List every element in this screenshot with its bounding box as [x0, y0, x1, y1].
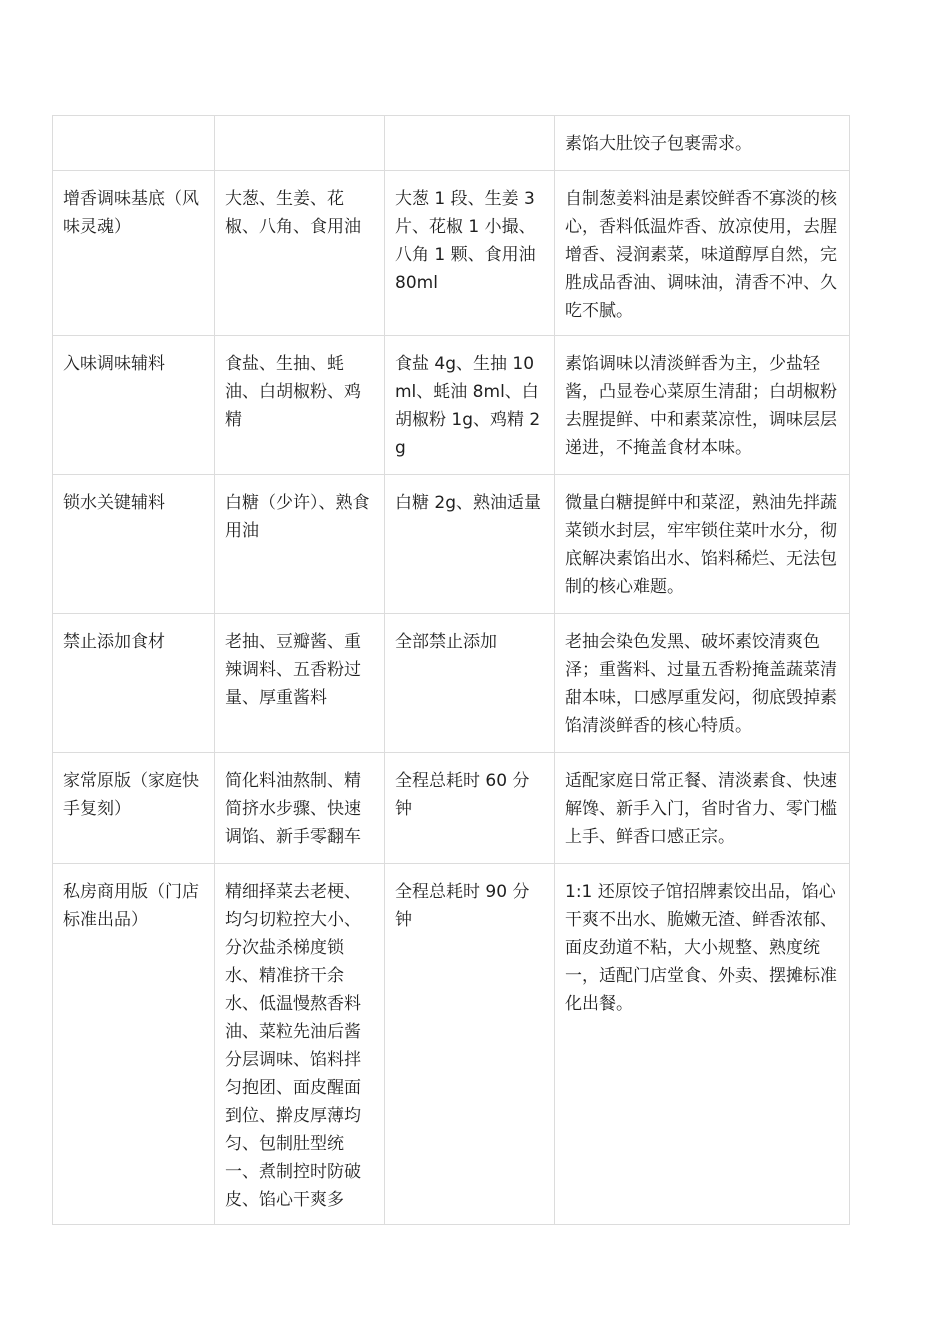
table-row [53, 614, 850, 753]
ingredients-cell: 大葱、生姜、花椒、八角、食用油 [215, 171, 385, 336]
ingredients-cell: 老抽、豆瓣酱、重辣调料、五香粉过量、厚重酱料 [215, 614, 385, 753]
amount-cell: 全部禁止添加 [385, 614, 555, 753]
ingredients-cell: 白糖（少许）、熟食用油 [215, 475, 385, 614]
category-cell: 入味调味辅料 [53, 336, 215, 475]
category-cell: 家常原版（家庭快手复刻） [53, 753, 215, 864]
document-page [52, 115, 849, 1225]
table-row [53, 753, 850, 864]
notes-cell: 素馅大肚饺子包裹需求。 [555, 116, 850, 171]
category-cell: 禁止添加食材 [53, 614, 215, 753]
ingredients-cell: 食盐、生抽、蚝油、白胡椒粉、鸡精 [215, 336, 385, 475]
ingredients-cell [215, 116, 385, 171]
table-row [53, 475, 850, 614]
ingredients-cell: 简化料油熬制、精简挤水步骤、快速调馅、新手零翻车 [215, 753, 385, 864]
category-cell: 私房商用版（门店标准出品） [53, 864, 215, 1225]
amount-cell [385, 116, 555, 171]
category-cell: 锁水关键辅料 [53, 475, 215, 614]
category-cell [53, 116, 215, 171]
notes-cell: 自制葱姜料油是素饺鲜香不寡淡的核心，香料低温炸香、放凉使用，去腥增香、浸润素菜，味道醇厚自然，完胜成品香油、调味油，清香不冲、久吃不腻。 [555, 171, 850, 336]
notes-cell: 微量白糖提鲜中和菜涩，熟油先拌蔬菜锁水封层，牢牢锁住菜叶水分，彻底解决素馅出水、馅料稀烂、无法包制的核心难题。 [555, 475, 850, 614]
notes-cell: 适配家庭日常正餐、清淡素食、快速解馋、新手入门，省时省力、零门槛上手、鲜香口感正宗。 [555, 753, 850, 864]
table-row [53, 864, 850, 1225]
category-cell: 增香调味基底（风味灵魂） [53, 171, 215, 336]
amount-cell: 食盐 4g、生抽 10ml、蚝油 8ml、白胡椒粉 1g、鸡精 2g [385, 336, 555, 475]
amount-cell: 大葱 1 段、生姜 3 片、花椒 1 小撮、八角 1 颗、食用油 80ml [385, 171, 555, 336]
table-row [53, 336, 850, 475]
amount-cell: 全程总耗时 60 分钟 [385, 753, 555, 864]
table-row [53, 116, 850, 171]
amount-cell: 白糖 2g、熟油适量 [385, 475, 555, 614]
notes-cell: 1:1 还原饺子馆招牌素饺出品，馅心干爽不出水、脆嫩无渣、鲜香浓郁、面皮劲道不粘，大小规整、熟度统一，适配门店堂食、外卖、摆摊标准化出餐。 [555, 864, 850, 1225]
recipe-table [52, 115, 850, 1225]
ingredients-cell: 精细择菜去老梗、均匀切粒控大小、分次盐杀梯度锁水、精准挤干余水、低温慢熬香料油、菜粒先油后酱分层调味、馅料拌匀抱团、面皮醒面到位、擀皮厚薄均匀、包制肚型统一、煮制控时防破皮、馅心干爽多 [215, 864, 385, 1225]
notes-cell: 老抽会染色发黑、破坏素饺清爽色泽；重酱料、过量五香粉掩盖蔬菜清甜本味，口感厚重发闷，彻底毁掉素馅清淡鲜香的核心特质。 [555, 614, 850, 753]
table-row [53, 171, 850, 336]
amount-cell: 全程总耗时 90 分钟 [385, 864, 555, 1225]
notes-cell: 素馅调味以清淡鲜香为主，少盐轻酱，凸显卷心菜原生清甜；白胡椒粉去腥提鲜、中和素菜凉性，调味层层递进，不掩盖食材本味。 [555, 336, 850, 475]
